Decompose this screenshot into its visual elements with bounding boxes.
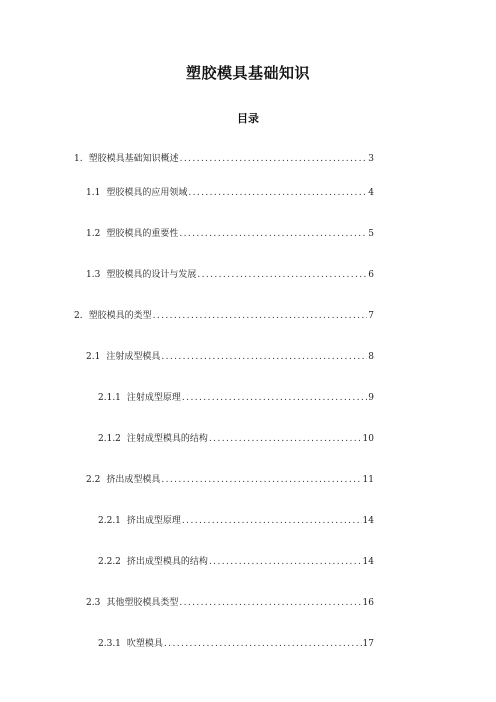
toc-leader-dots (153, 309, 368, 323)
toc-entry-number: 1.3 (86, 270, 101, 280)
toc-entry[interactable] (86, 227, 374, 241)
toc-entry-page: 11 (362, 475, 374, 485)
toc-leader-dots (179, 227, 367, 241)
toc-entry-page: 3 (368, 154, 374, 164)
toc-entry-number: 2.1 (86, 352, 101, 362)
toc-entry-title: 挤出成型模具 (106, 475, 161, 485)
toc-entry-title: 其他塑胶模具类型 (106, 598, 179, 608)
toc-entry-page: 4 (368, 188, 374, 198)
toc-entry[interactable] (98, 432, 374, 446)
toc-entry-page: 17 (362, 639, 374, 649)
toc-leader-dots (164, 637, 362, 651)
toc-leader-dots (161, 473, 361, 487)
toc-entry-title: 塑胶模具的设计与发展 (106, 270, 197, 280)
toc-entry-page: 6 (368, 270, 374, 280)
toc-entry-number: 2.2.1 (98, 516, 121, 526)
toc-entry-number: 2.1.2 (98, 434, 121, 444)
toc-entry[interactable] (74, 309, 374, 323)
toc-entry-page: 10 (362, 434, 374, 444)
toc-entry-page: 7 (368, 311, 374, 321)
toc-entry-number: 1. (74, 154, 83, 164)
toc-leader-dots (182, 514, 362, 528)
toc-entry-number: 2.2.2 (98, 557, 121, 567)
toc-entry-title: 吹塑模具 (126, 639, 163, 649)
toc-entry[interactable] (86, 186, 374, 200)
toc-entry-number: 1.2 (86, 229, 101, 239)
toc-entry-title: 挤出成型原理 (126, 516, 181, 526)
toc-entry-title: 挤出成型模具的结构 (126, 557, 208, 567)
toc-leader-dots (182, 391, 367, 405)
toc-entry-title: 塑胶模具基础知识概述 (88, 154, 179, 164)
toc-entry-title: 塑胶模具的应用领域 (106, 188, 188, 198)
toc-leader-dots (209, 555, 362, 569)
toc-entry[interactable] (86, 596, 374, 610)
toc-entry-number: 1.1 (86, 188, 101, 198)
toc-entry-number: 2. (74, 311, 83, 321)
toc-leader-dots (179, 596, 361, 610)
toc-entry[interactable] (86, 350, 374, 364)
toc-entry[interactable] (98, 514, 374, 528)
toc-entry-title: 塑胶模具的类型 (88, 311, 152, 321)
toc-leader-dots (197, 268, 367, 282)
toc-entry-page: 14 (362, 557, 374, 567)
toc-entry-number: 2.3 (86, 598, 101, 608)
toc-heading: 目录 (237, 112, 259, 125)
toc-entry-title: 注射成型原理 (126, 393, 181, 403)
toc-entry-page: 5 (368, 229, 374, 239)
toc-leader-dots (180, 152, 368, 166)
toc-leader-dots (209, 432, 362, 446)
toc-entry[interactable] (74, 152, 374, 166)
toc-entry-page: 8 (368, 352, 374, 362)
toc-entry[interactable] (98, 391, 374, 405)
toc-entry-page: 16 (362, 598, 374, 608)
toc-entry[interactable] (86, 268, 374, 282)
toc-leader-dots (188, 186, 367, 200)
toc-entry-number: 2.2 (86, 475, 101, 485)
toc-leader-dots (161, 350, 367, 364)
toc-entry-title: 注射成型模具的结构 (126, 434, 208, 444)
toc-entry-number: 2.1.1 (98, 393, 121, 403)
toc-entry[interactable] (98, 555, 374, 569)
toc-entry[interactable] (86, 473, 374, 487)
toc-entry-number: 2.3.1 (98, 639, 121, 649)
toc-entry[interactable] (98, 637, 374, 651)
toc-entry-title: 注射成型模具 (106, 352, 161, 362)
toc-entry-page: 9 (368, 393, 374, 403)
toc-entry-page: 14 (362, 516, 374, 526)
toc-entry-title: 塑胶模具的重要性 (106, 229, 179, 239)
document-title: 塑胶模具基础知识 (185, 64, 310, 82)
